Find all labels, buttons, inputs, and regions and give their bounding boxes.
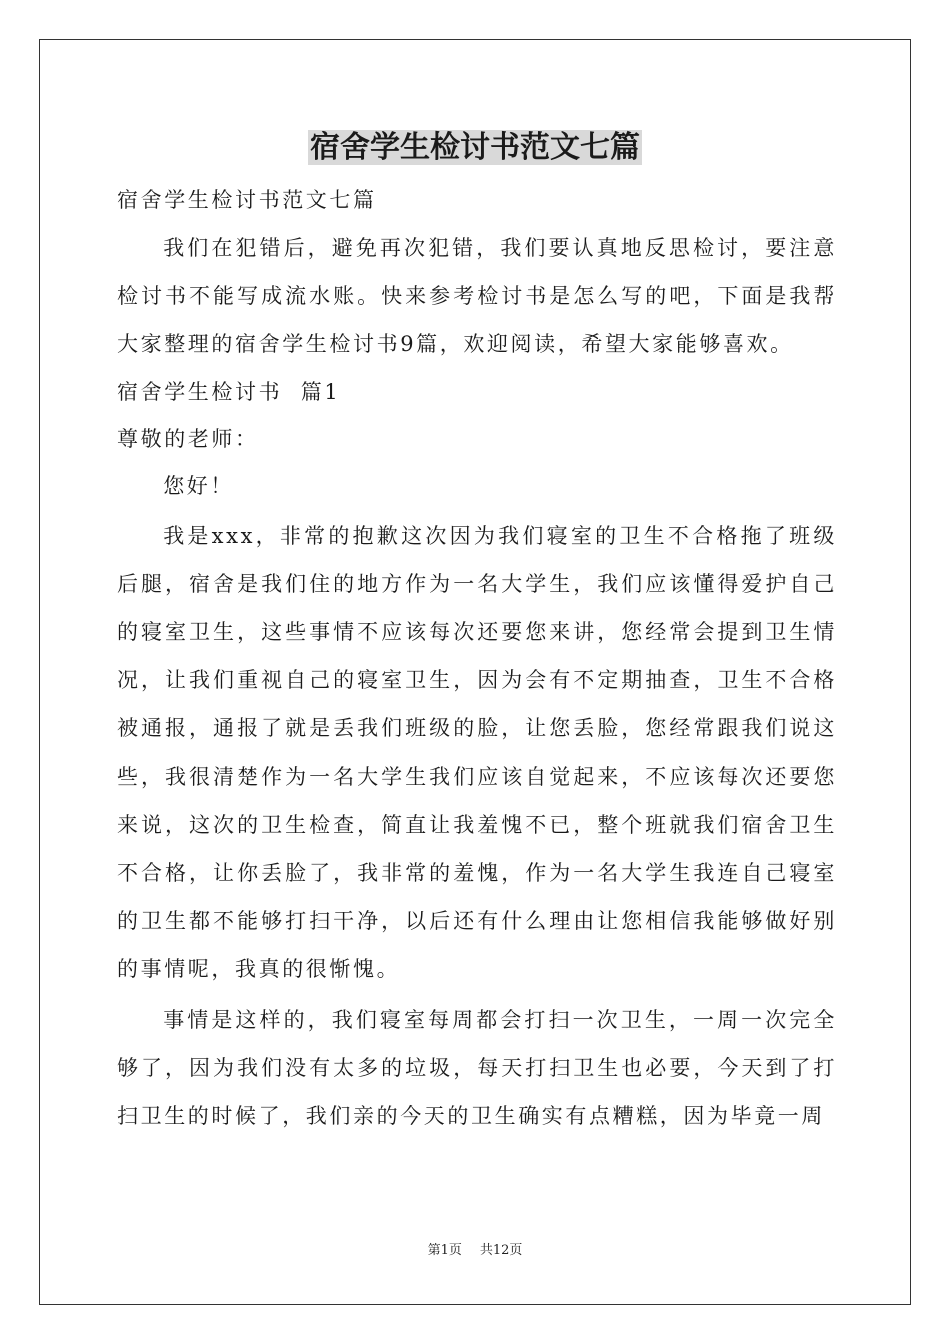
body-paragraph-2: 事情是这样的，我们寝室每周都会打扫一次卫生，一周一次完全够了，因为我们没有太多的垃圾，每天打扫卫生也必要，今天到了打扫卫生的时候了，我们亲的今天的卫生确实有点糟糕，因为毕竟一周	[117, 1007, 837, 1129]
body-paragraph-1: 我是xxx，非常的抱歉这次因为我们寝室的卫生不合格拖了班级后腿，宿舍是我们住的地方作为一名大学生，我们应该懂得爱护自己的寝室卫生，这些事情不应该每次还要您来讲，您经常会提到卫生情况，让我们重视自己的寝室卫生，因为会有不定期抽查，卫生不合格被通报，通报了就是丢我们班级的脸，让您丢脸，您经常跟我们说这些，我很清楚作为一名大学生我们应该自觉起来，不应该每次还要您来说，这次的卫生检查，简直让我羞愧不已，整个班就我们宿舍卫生不合格，让你丢脸了，我非常的羞愧，作为一名大学生我连自己寝室的卫生都不能够打扫干净，以后还有什么理由让您相信我能够做好别的事情呢，我真的很惭愧。	[117, 523, 837, 982]
intro-paragraph: 我们在犯错后，避免再次犯错，我们要认真地反思检讨，要注意检讨书不能写成流水账。快来参考检讨书是怎么写的吧，下面是我帮大家整理的宿舍学生检讨书9篇，欢迎阅读，希望大家能够喜欢。	[117, 236, 837, 357]
salutation: 尊敬的老师：	[117, 426, 259, 451]
page-total: 共12页	[479, 1243, 523, 1258]
page-footer	[0, 1242, 950, 1260]
document-body	[117, 177, 837, 1140]
document-title-text: 宿舍学生检讨书范文七篇	[310, 130, 640, 165]
page-number: 第1页	[427, 1243, 462, 1258]
greeting: 您好！	[163, 473, 234, 498]
document-subtitle: 宿舍学生检讨书范文七篇	[117, 188, 377, 212]
document-title	[0, 124, 950, 172]
section-heading: 宿舍学生检讨书 篇1	[117, 379, 341, 404]
